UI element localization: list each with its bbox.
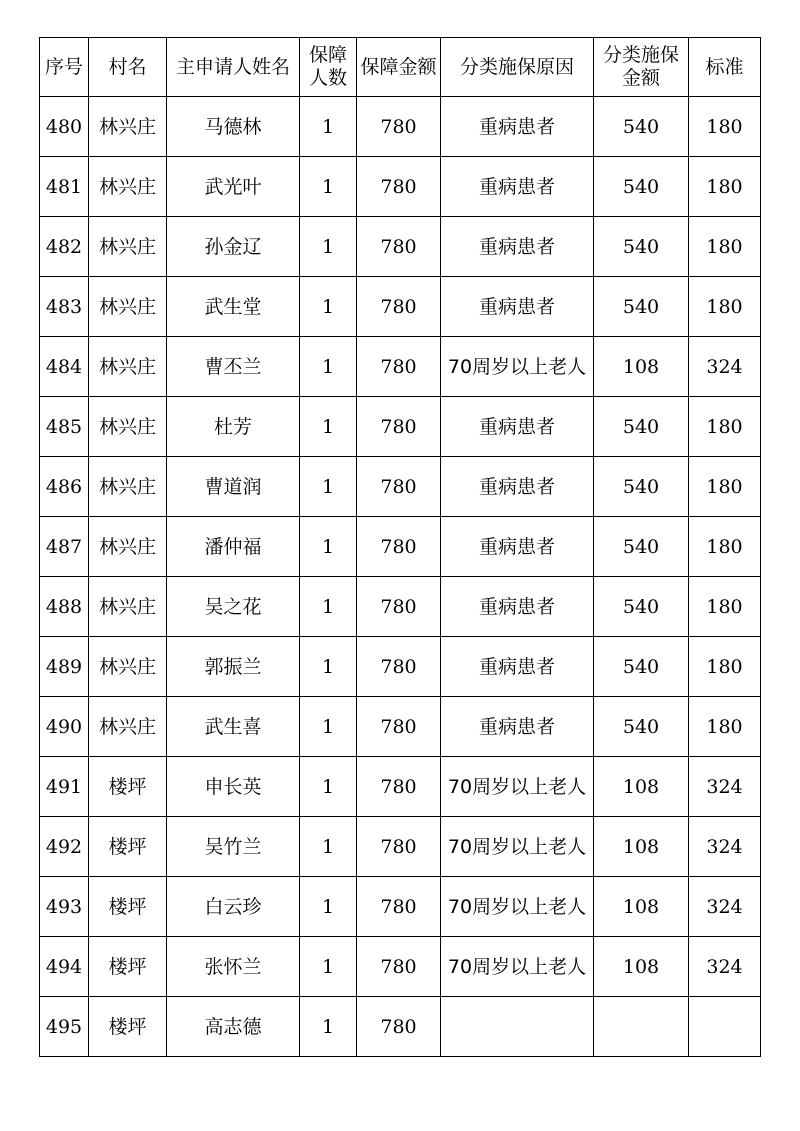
cell-count: 1 (300, 217, 357, 277)
cell-applicant: 潘仲福 (167, 517, 300, 577)
cell-seq: 483 (40, 277, 89, 337)
header-amount: 保障金额 (357, 38, 441, 97)
cell-standard: 180 (689, 97, 761, 157)
table-row (40, 457, 761, 517)
cell-amount: 780 (357, 817, 441, 877)
header-reason: 分类施保原因 (441, 38, 594, 97)
cell-village: 林兴庄 (89, 277, 167, 337)
cell-reason: 重病患者 (441, 697, 594, 757)
cell-count: 1 (300, 97, 357, 157)
cell-seq: 492 (40, 817, 89, 877)
cell-amount: 780 (357, 697, 441, 757)
cell-class-amount: 108 (594, 817, 689, 877)
cell-reason: 重病患者 (441, 277, 594, 337)
cell-class-amount: 540 (594, 277, 689, 337)
header-village: 村名 (89, 38, 167, 97)
cell-amount: 780 (357, 337, 441, 397)
cell-reason (441, 997, 594, 1057)
cell-village: 林兴庄 (89, 457, 167, 517)
cell-applicant: 白云珍 (167, 877, 300, 937)
cell-applicant: 高志德 (167, 997, 300, 1057)
cell-reason: 重病患者 (441, 97, 594, 157)
table-row (40, 997, 761, 1057)
cell-amount: 780 (357, 757, 441, 817)
cell-class-amount: 108 (594, 937, 689, 997)
table-row (40, 577, 761, 637)
assistance-table (39, 37, 761, 1057)
cell-class-amount (594, 997, 689, 1057)
cell-reason: 重病患者 (441, 517, 594, 577)
cell-applicant: 曹道润 (167, 457, 300, 517)
cell-reason: 重病患者 (441, 157, 594, 217)
cell-standard (689, 997, 761, 1057)
cell-count: 1 (300, 517, 357, 577)
cell-village: 林兴庄 (89, 217, 167, 277)
cell-class-amount: 108 (594, 337, 689, 397)
header-row (40, 38, 761, 97)
cell-seq: 491 (40, 757, 89, 817)
table-row (40, 337, 761, 397)
cell-standard: 324 (689, 817, 761, 877)
cell-amount: 780 (357, 397, 441, 457)
cell-standard: 180 (689, 457, 761, 517)
cell-count: 1 (300, 997, 357, 1057)
cell-village: 林兴庄 (89, 337, 167, 397)
cell-standard: 180 (689, 697, 761, 757)
cell-class-amount: 540 (594, 157, 689, 217)
cell-seq: 480 (40, 97, 89, 157)
cell-count: 1 (300, 697, 357, 757)
cell-applicant: 孙金辽 (167, 217, 300, 277)
cell-applicant: 郭振兰 (167, 637, 300, 697)
cell-standard: 180 (689, 637, 761, 697)
cell-village: 楼坪 (89, 757, 167, 817)
cell-standard: 324 (689, 337, 761, 397)
cell-standard: 180 (689, 277, 761, 337)
cell-standard: 324 (689, 757, 761, 817)
header-count: 保障人数 (300, 38, 357, 97)
cell-village: 林兴庄 (89, 637, 167, 697)
cell-class-amount: 540 (594, 457, 689, 517)
cell-count: 1 (300, 397, 357, 457)
cell-standard: 180 (689, 157, 761, 217)
cell-standard: 324 (689, 877, 761, 937)
cell-reason: 70周岁以上老人 (441, 817, 594, 877)
cell-village: 楼坪 (89, 817, 167, 877)
cell-seq: 495 (40, 997, 89, 1057)
cell-seq: 487 (40, 517, 89, 577)
cell-reason: 重病患者 (441, 397, 594, 457)
cell-class-amount: 108 (594, 757, 689, 817)
table-row (40, 697, 761, 757)
cell-standard: 324 (689, 937, 761, 997)
cell-village: 林兴庄 (89, 97, 167, 157)
table-row (40, 937, 761, 997)
cell-village: 林兴庄 (89, 397, 167, 457)
cell-class-amount: 540 (594, 697, 689, 757)
cell-reason: 70周岁以上老人 (441, 937, 594, 997)
header-applicant: 主申请人姓名 (167, 38, 300, 97)
cell-applicant: 吴之花 (167, 577, 300, 637)
cell-standard: 180 (689, 577, 761, 637)
cell-village: 林兴庄 (89, 577, 167, 637)
table-body (40, 97, 761, 1057)
cell-seq: 489 (40, 637, 89, 697)
cell-applicant: 武光叶 (167, 157, 300, 217)
cell-count: 1 (300, 577, 357, 637)
cell-class-amount: 540 (594, 397, 689, 457)
cell-village: 楼坪 (89, 997, 167, 1057)
cell-standard: 180 (689, 217, 761, 277)
table-row (40, 397, 761, 457)
table-row (40, 757, 761, 817)
cell-amount: 780 (357, 937, 441, 997)
cell-class-amount: 540 (594, 217, 689, 277)
cell-count: 1 (300, 877, 357, 937)
cell-amount: 780 (357, 277, 441, 337)
cell-count: 1 (300, 457, 357, 517)
cell-reason: 重病患者 (441, 457, 594, 517)
cell-amount: 780 (357, 157, 441, 217)
table-row (40, 157, 761, 217)
cell-village: 楼坪 (89, 937, 167, 997)
cell-class-amount: 540 (594, 637, 689, 697)
cell-count: 1 (300, 937, 357, 997)
table-row (40, 877, 761, 937)
table-row (40, 217, 761, 277)
cell-count: 1 (300, 817, 357, 877)
cell-seq: 482 (40, 217, 89, 277)
table-row (40, 817, 761, 877)
cell-applicant: 申长英 (167, 757, 300, 817)
cell-amount: 780 (357, 877, 441, 937)
cell-amount: 780 (357, 517, 441, 577)
cell-village: 楼坪 (89, 877, 167, 937)
cell-amount: 780 (357, 97, 441, 157)
cell-amount: 780 (357, 637, 441, 697)
table-row (40, 97, 761, 157)
cell-count: 1 (300, 337, 357, 397)
table-row (40, 517, 761, 577)
table-row (40, 277, 761, 337)
cell-amount: 780 (357, 997, 441, 1057)
cell-reason: 70周岁以上老人 (441, 877, 594, 937)
cell-amount: 780 (357, 217, 441, 277)
header-standard: 标准 (689, 38, 761, 97)
cell-applicant: 杜芳 (167, 397, 300, 457)
cell-reason: 70周岁以上老人 (441, 337, 594, 397)
cell-village: 林兴庄 (89, 697, 167, 757)
cell-seq: 494 (40, 937, 89, 997)
cell-amount: 780 (357, 457, 441, 517)
cell-count: 1 (300, 757, 357, 817)
cell-class-amount: 108 (594, 877, 689, 937)
header-class-amount: 分类施保金额 (594, 38, 689, 97)
cell-village: 林兴庄 (89, 157, 167, 217)
cell-reason: 70周岁以上老人 (441, 757, 594, 817)
cell-class-amount: 540 (594, 517, 689, 577)
cell-seq: 486 (40, 457, 89, 517)
cell-amount: 780 (357, 577, 441, 637)
cell-count: 1 (300, 277, 357, 337)
cell-applicant: 武生喜 (167, 697, 300, 757)
cell-seq: 488 (40, 577, 89, 637)
cell-reason: 重病患者 (441, 217, 594, 277)
cell-applicant: 马德林 (167, 97, 300, 157)
cell-seq: 493 (40, 877, 89, 937)
cell-reason: 重病患者 (441, 577, 594, 637)
cell-seq: 481 (40, 157, 89, 217)
table-row (40, 637, 761, 697)
cell-standard: 180 (689, 397, 761, 457)
header-seq: 序号 (40, 38, 89, 97)
cell-count: 1 (300, 157, 357, 217)
cell-seq: 485 (40, 397, 89, 457)
cell-applicant: 曹丕兰 (167, 337, 300, 397)
cell-reason: 重病患者 (441, 637, 594, 697)
cell-applicant: 张怀兰 (167, 937, 300, 997)
cell-seq: 484 (40, 337, 89, 397)
cell-village: 林兴庄 (89, 517, 167, 577)
cell-applicant: 吴竹兰 (167, 817, 300, 877)
cell-count: 1 (300, 637, 357, 697)
cell-standard: 180 (689, 517, 761, 577)
cell-seq: 490 (40, 697, 89, 757)
cell-class-amount: 540 (594, 577, 689, 637)
cell-class-amount: 540 (594, 97, 689, 157)
cell-applicant: 武生堂 (167, 277, 300, 337)
